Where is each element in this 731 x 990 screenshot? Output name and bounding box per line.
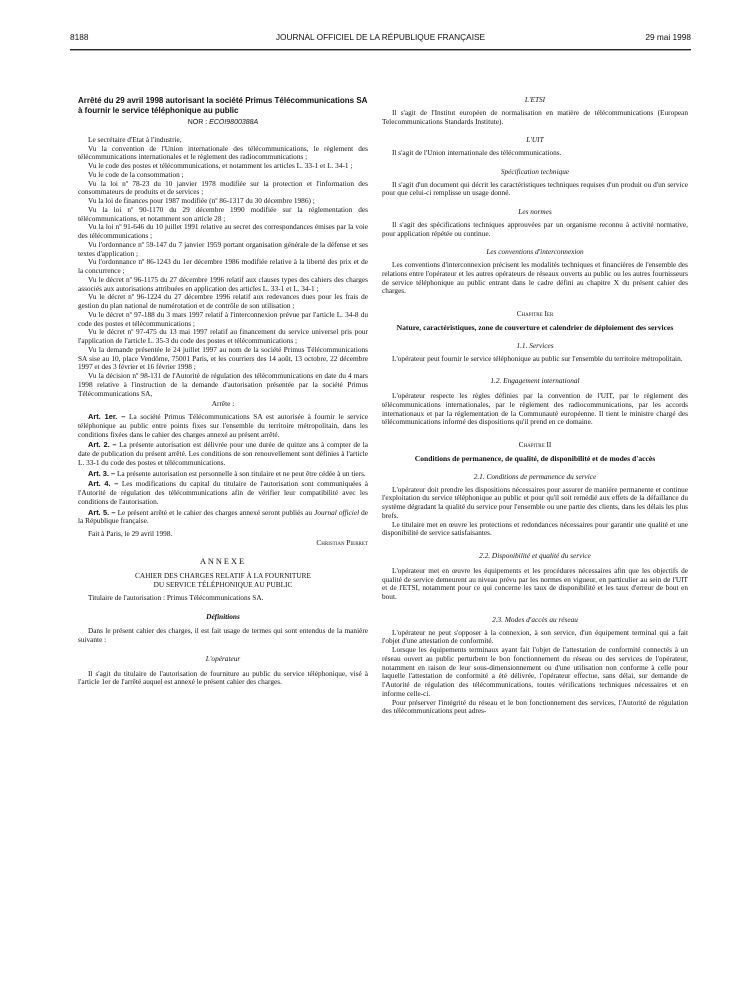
visa-paragraph: Vu l'ordonnance nº 86-1243 du 1er décembre 1986 modifiée relative à la liberté des prix et de la concurrence ; — [78, 257, 368, 275]
visa-paragraph: Vu la loi nº 78-23 du 10 janvier 1978 modifiée sur la protection et l'information des consommateurs de produits et de services ; — [78, 178, 368, 197]
section-2-3-text: L'opérateur ne peut s'opposer à la connexion, à son service, d'un équipement terminal qui a fait l'objet d'une attestation de conformité. — [382, 627, 688, 646]
chapter-2-title: Conditions de permanence, de qualité, de disponibilité et de modes d'accès — [414, 453, 656, 463]
visa-paragraph: Vu le décret nº 96-1224 du 27 décembre 1996 relatif aux redevances dues pour les frais de gestion du plan national de numérotation et de contrôle de son utilisation ; — [78, 292, 368, 310]
nor-label: NOR : — [187, 119, 210, 126]
visa-paragraph: Vu le décret nº 97-188 du 3 mars 1997 relatif à l'interconnexion prévue par l'article L. 34-8 du code des postes et télécommunications ; — [78, 309, 368, 328]
page-header — [70, 32, 691, 46]
section-2-1-heading: 2.1. Conditions de permanence du service — [473, 471, 597, 481]
visa-paragraph: Vu la loi nº 91-646 du 10 juillet 1991 relative au secret des correspondances émises par la voie des télécommunications ; — [78, 222, 368, 240]
uit-heading: L'UIT — [526, 135, 544, 145]
operateur-definition: Il s'agit du titulaire de l'autorisation de fourniture au public du service téléphonique, visé à l'article 1er de l'arrêté auquel est annexé le présent cahier des charges. — [78, 668, 368, 687]
section-1-2-heading: 1.2. Engagement international — [490, 376, 580, 386]
left-column — [78, 96, 368, 687]
cahier-title-line: CAHIER DES CHARGES RELATIF À LA FOURNITURE — [135, 571, 311, 581]
section-2-1-text: Le titulaire met en œuvre les protections et redondances nécessaires pour garantir une qualité et une disponibilité de service satisfaisantes. — [382, 519, 688, 538]
article-3: Art. 3. – La présente autorisation est personnelle à son titulaire et ne peut être cédée à un tiers. — [88, 468, 366, 478]
visa-paragraph: Vu la décision nº 98-131 de l'Autorité de régulation des télécommunications en date du 4 mars 1998 relative à l'instruction de la demande d'autorisation présentée par la société Primus Télécommunications SA, — [78, 371, 368, 398]
section-2-3-text: Lorsque les équipements terminaux ayant fait l'objet de l'attestation de conformité connectés à un réseau ouvert au public perturbent le bon fonctionnement du réseau ou des services de l'opérateur, notamment en raison de leur sous-dimensionnement ou d'une utilisation non conforme à celle pour laquelle l'attestation de conformité a été délivrée, l'opérateur effectue, sans délai, sur demande de l'Autorité de régulation des télécommunications, toutes vérifications techniques nécessaires et en informe celle-ci. — [382, 645, 688, 698]
section-2-1-text: L'opérateur doit prendre les dispositions nécessaires pour assurer de manière permanente et continue l'exploitation du service téléphonique au public et pour qu'il soit remédié aux effets de la défaillance du système dégradant la qualité du service pour l'ensemble ou une partie des clients, dans les délais les plus brefs. — [382, 484, 688, 520]
annexe-heading: ANNEXE — [199, 556, 247, 566]
section-1-1-heading: 1.1. Services — [516, 340, 554, 350]
article-label: Art. 1er. – — [88, 412, 126, 421]
arrete-title: Arrêté du 29 avril 1998 autorisant la société Primus Télécommunications SA à fournir le service téléphonique au public — [78, 96, 368, 115]
chapter-2-label: Chapitre II — [518, 440, 552, 449]
visa-paragraph: Vu la demande présentée le 24 juillet 1997 au nom de la société Primus Télécommunications SA sise au 10, place Vendôme, 75001 Paris, et les courriers des 14 août, 13 octobre, 22 décembre 1997 et des 3 février et 16 février 1998 ; — [78, 344, 368, 372]
spec-definition: Il s'agit d'un document qui décrit les caractéristiques techniques requises d'un produit ou d'un service pour que celui-ci remplisse un usage donné. — [382, 179, 688, 198]
article-label: Art. 3. – — [88, 468, 116, 478]
article-label: Art. 2. – — [88, 440, 117, 450]
chapter-1-title: Nature, caractéristiques, zone de couverture et calendrier de déploiement des services — [396, 322, 674, 332]
visa-paragraph: Le secrétaire d'Etat à l'industrie, — [88, 134, 182, 144]
chapter-1-label: Chapitre Ier — [516, 309, 554, 318]
nor-code: ECOI9800388A — [209, 119, 259, 126]
etsi-heading: L'ETSI — [524, 95, 546, 104]
signature: Christian Pierret — [316, 537, 368, 547]
header-rule-shadow — [70, 50, 691, 51]
cahier-title-line: DU SERVICE TÉLÉPHONIQUE AU PUBLIC — [153, 580, 293, 589]
article-label: Art. 4. – — [88, 479, 119, 489]
section-1-2-text: L'opérateur respecte les règles définies par la convention de l'UIT, par le règlement des télécommunications internationales, par le règlement des radiocommunications, par les accords internationaux et par la réglementation de la Communauté européenne. Il tient le ministre chargé des télécommunications informé des dispositions qu'il prend en ce domaine. — [382, 391, 688, 427]
section-1-1-text: L'opérateur peut fournir le service téléphonique au public sur l'ensemble du territoire métropolitain. — [392, 353, 683, 363]
right-column — [382, 96, 688, 716]
etsi-definition: Il s'agit de l'Institut européen de normalisation en matière de télécommunications (European Telecommunications Standards Institute). — [382, 107, 688, 126]
definitions-heading: Définitions — [206, 611, 240, 621]
article-1: Art. 1er. – La société Primus Télécommunications SA est autorisée à fournir le service téléphonique au public entre points fixes sur l'ensemble du territoire métropolitain, dans les conditions fixées dans le cahier des charges annexé au présent arrêté. — [78, 412, 369, 439]
titulaire: Titulaire de l'autorisation : Primus Télécommunications SA. — [88, 592, 264, 602]
article-4: Art. 4. – Les modifications du capital du titulaire de l'autorisation sont communiquées à l'Autorité de régulation des télécommunications afin de vérifier leur compatibilité avec les conditions de l'autorisation. — [78, 479, 368, 506]
normes-heading: Les normes — [518, 207, 552, 216]
visa-paragraph: Vu le code des postes et télécommunications, et notamment les articles L. 33-1 et L. 34-1 ; — [88, 161, 353, 170]
arrete-heading: Arrête : — [211, 399, 235, 409]
section-2-3-heading: 2.3. Modes d'accès au réseau — [492, 614, 578, 624]
uit-definition: Il s'agit de l'Union internationale des télécommunications. — [392, 148, 562, 157]
operateur-heading: L'opérateur — [205, 653, 241, 663]
conventions-definition: Les conventions d'interconnexion précisent les modalités techniques et financières de l'ensemble des relations entre l'opérateur et les autres opérateurs de réseaux ouverts au public ou les autres fournisseurs de service téléphonique au public entrant dans le cadre défini au chapitre X du présent cahier des charges. — [382, 260, 688, 296]
visa-paragraph: Vu la loi nº 90-1170 du 29 décembre 1990 modifiée sur la réglementation des télécommunications, et notamment son article 28 ; — [78, 204, 368, 223]
visa-paragraph: Vu le décret nº 97-475 du 13 mai 1997 relatif au financement du service universel pris pour l'application de l'article L. 35-3 du code des postes et télécommunications ; — [78, 327, 368, 345]
definitions-intro: Dans le présent cahier des charges, il est fait usage de termes qui sont entendus de la manière suivante : — [78, 626, 368, 644]
conventions-heading: Les conventions d'interconnexion — [486, 247, 584, 257]
article-5: Art. 5. – Le présent arrêté et le cahier des charges annexé seront publiés au Journal officiel de la République française. — [78, 507, 369, 526]
page-number: 8188 — [70, 32, 89, 42]
fait-a-paris: Fait à Paris, le 29 avril 1998. — [88, 529, 173, 538]
visa-paragraph: Vu le décret nº 96-1175 du 27 décembre 1996 relatif aux clauses types des cahiers des charges associés aux autorisations attribuées en application des articles L. 33-1 et L. 34-1 ; — [78, 274, 368, 293]
section-2-3-text: Pour préserver l'intégrité du réseau et le bon fonctionnement des services, l'Autorité de régulation des télécommunications peut adres- — [382, 697, 688, 716]
nor-reference — [78, 119, 368, 128]
section-2-2-text: L'opérateur met en œuvre les équipements et les procédures nécessaires afin que les objectifs de qualité de service demeurent au niveau prévu par les normes en vigueur, en particulier au sein de l'UIT et de l'ETSI, notamment pour ce qui concerne les taux de disponibilité et les taux d'erreur de bout en bout. — [382, 565, 688, 601]
article-2: Art. 2. – La présente autorisation est délivrée pour une durée de quinze ans à compter de la date de publication du présent arrêté. Les conditions de son renouvellement sont définies à l'article L. 33-1 du code des postes et télécommunications. — [78, 440, 369, 467]
normes-definition: Il s'agit des spécifications techniques approuvées par un organisme reconnu à activité normative, pour application répétée ou continue. — [382, 219, 688, 238]
visa-paragraph: Vu l'ordonnance nº 59-147 du 7 janvier 1959 portant organisation générale de la défense et ses textes d'application ; — [78, 239, 368, 258]
visa-paragraph: Vu la convention de l'Union internationale des télécommunications, le règlement des télécommunications internationales et le règlement des radiocommunications ; — [78, 143, 368, 162]
section-2-2-heading: 2.2. Disponibilité et qualité du service — [479, 551, 591, 560]
spec-heading: Spécification technique — [500, 166, 570, 176]
visa-paragraph: Vu le code de la consommation ; — [88, 169, 184, 179]
article-label: Art. 5. – — [88, 507, 116, 517]
journal-title: JOURNAL OFFICIEL DE LA RÉPUBLIQUE FRANÇAISE — [275, 32, 486, 42]
visa-paragraph: Vu la loi de finances pour 1987 modifiée (nº 86-1317 du 30 décembre 1986) ; — [88, 196, 315, 205]
issue-date: 29 mai 1998 — [645, 32, 691, 42]
